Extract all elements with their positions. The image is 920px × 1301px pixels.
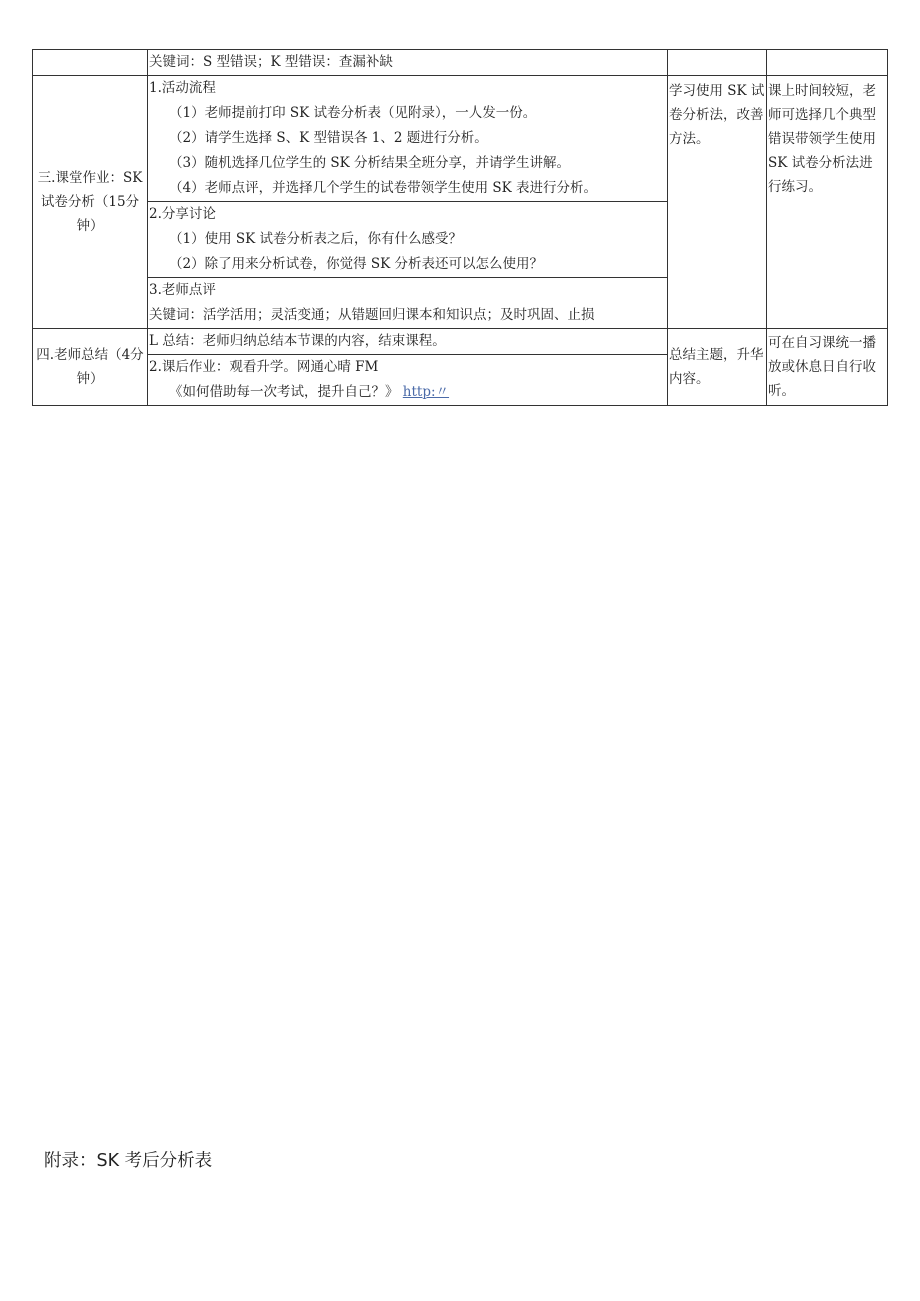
lesson-plan-table bbox=[32, 49, 888, 406]
section-title: 3.老师点评 bbox=[149, 282, 216, 298]
keywords-line: 关键词：活学活用；灵活变通；从错题回归课本和知识点；及时巩固、止损 bbox=[149, 307, 595, 323]
keywords-line: 关键词：S 型错误；K 型错误：查漏补缺 bbox=[149, 54, 393, 70]
note-cell: 可在自习课统一播放或休息日自行收听。 bbox=[767, 329, 888, 406]
discussion-line: （1）使用 SK 试卷分析表之后，你有什么感受？ bbox=[169, 231, 463, 247]
activity-cell bbox=[148, 278, 668, 329]
table-row bbox=[33, 76, 888, 202]
resource-title: 《如何借助每一次考试，提升自己？》 bbox=[169, 384, 399, 400]
summary-line: L 总结：老师归纳总结本节课的内容，结束课程。 bbox=[149, 333, 446, 349]
table-row bbox=[33, 50, 888, 76]
note-cell: 课上时间较短，老师可选择几个典型错误带领学生使用 SK 试卷分析法进行练习。 bbox=[767, 76, 888, 329]
stage-cell: 四.老师总结（4分钟） bbox=[33, 329, 148, 406]
activity-cell bbox=[148, 355, 668, 406]
note-cell bbox=[767, 50, 888, 76]
step-line: （2）请学生选择 S、K 型错误各 1、2 题进行分析。 bbox=[169, 130, 488, 146]
section-title: 2.分享讨论 bbox=[149, 206, 216, 222]
table-row bbox=[33, 329, 888, 355]
step-line: （1）老师提前打印 SK 试卷分析表（见附录），一人发一份。 bbox=[169, 105, 537, 121]
step-line: （3）随机选择几位学生的 SK 分析结果全班分享，并请学生讲解。 bbox=[169, 155, 571, 171]
stage-cell: 三.课堂作业：SK试卷分析（15分钟） bbox=[33, 76, 148, 329]
activity-cell bbox=[148, 76, 668, 202]
activity-cell bbox=[148, 202, 668, 278]
discussion-line: （2）除了用来分析试卷，你觉得 SK 分析表还可以怎么使用？ bbox=[169, 256, 544, 272]
resource-link[interactable]: http:〃 bbox=[402, 384, 450, 400]
stage-cell bbox=[33, 50, 148, 76]
homework-line: 2.课后作业：观看升学。网通心晴 FM bbox=[149, 359, 379, 375]
section-title: 1.活动流程 bbox=[149, 80, 216, 96]
purpose-cell bbox=[668, 50, 767, 76]
purpose-cell: 总结主题，升华内容。 bbox=[668, 329, 767, 406]
purpose-cell: 学习使用 SK 试卷分析法，改善方法。 bbox=[668, 76, 767, 329]
step-line: （4）老师点评，并选择几个学生的试卷带领学生使用 SK 表进行分析。 bbox=[169, 180, 598, 196]
activity-cell bbox=[148, 329, 668, 355]
activity-cell bbox=[148, 50, 668, 76]
homework-resource-line bbox=[149, 380, 667, 405]
appendix-title: 附录：SK 考后分析表 bbox=[44, 1151, 213, 1171]
